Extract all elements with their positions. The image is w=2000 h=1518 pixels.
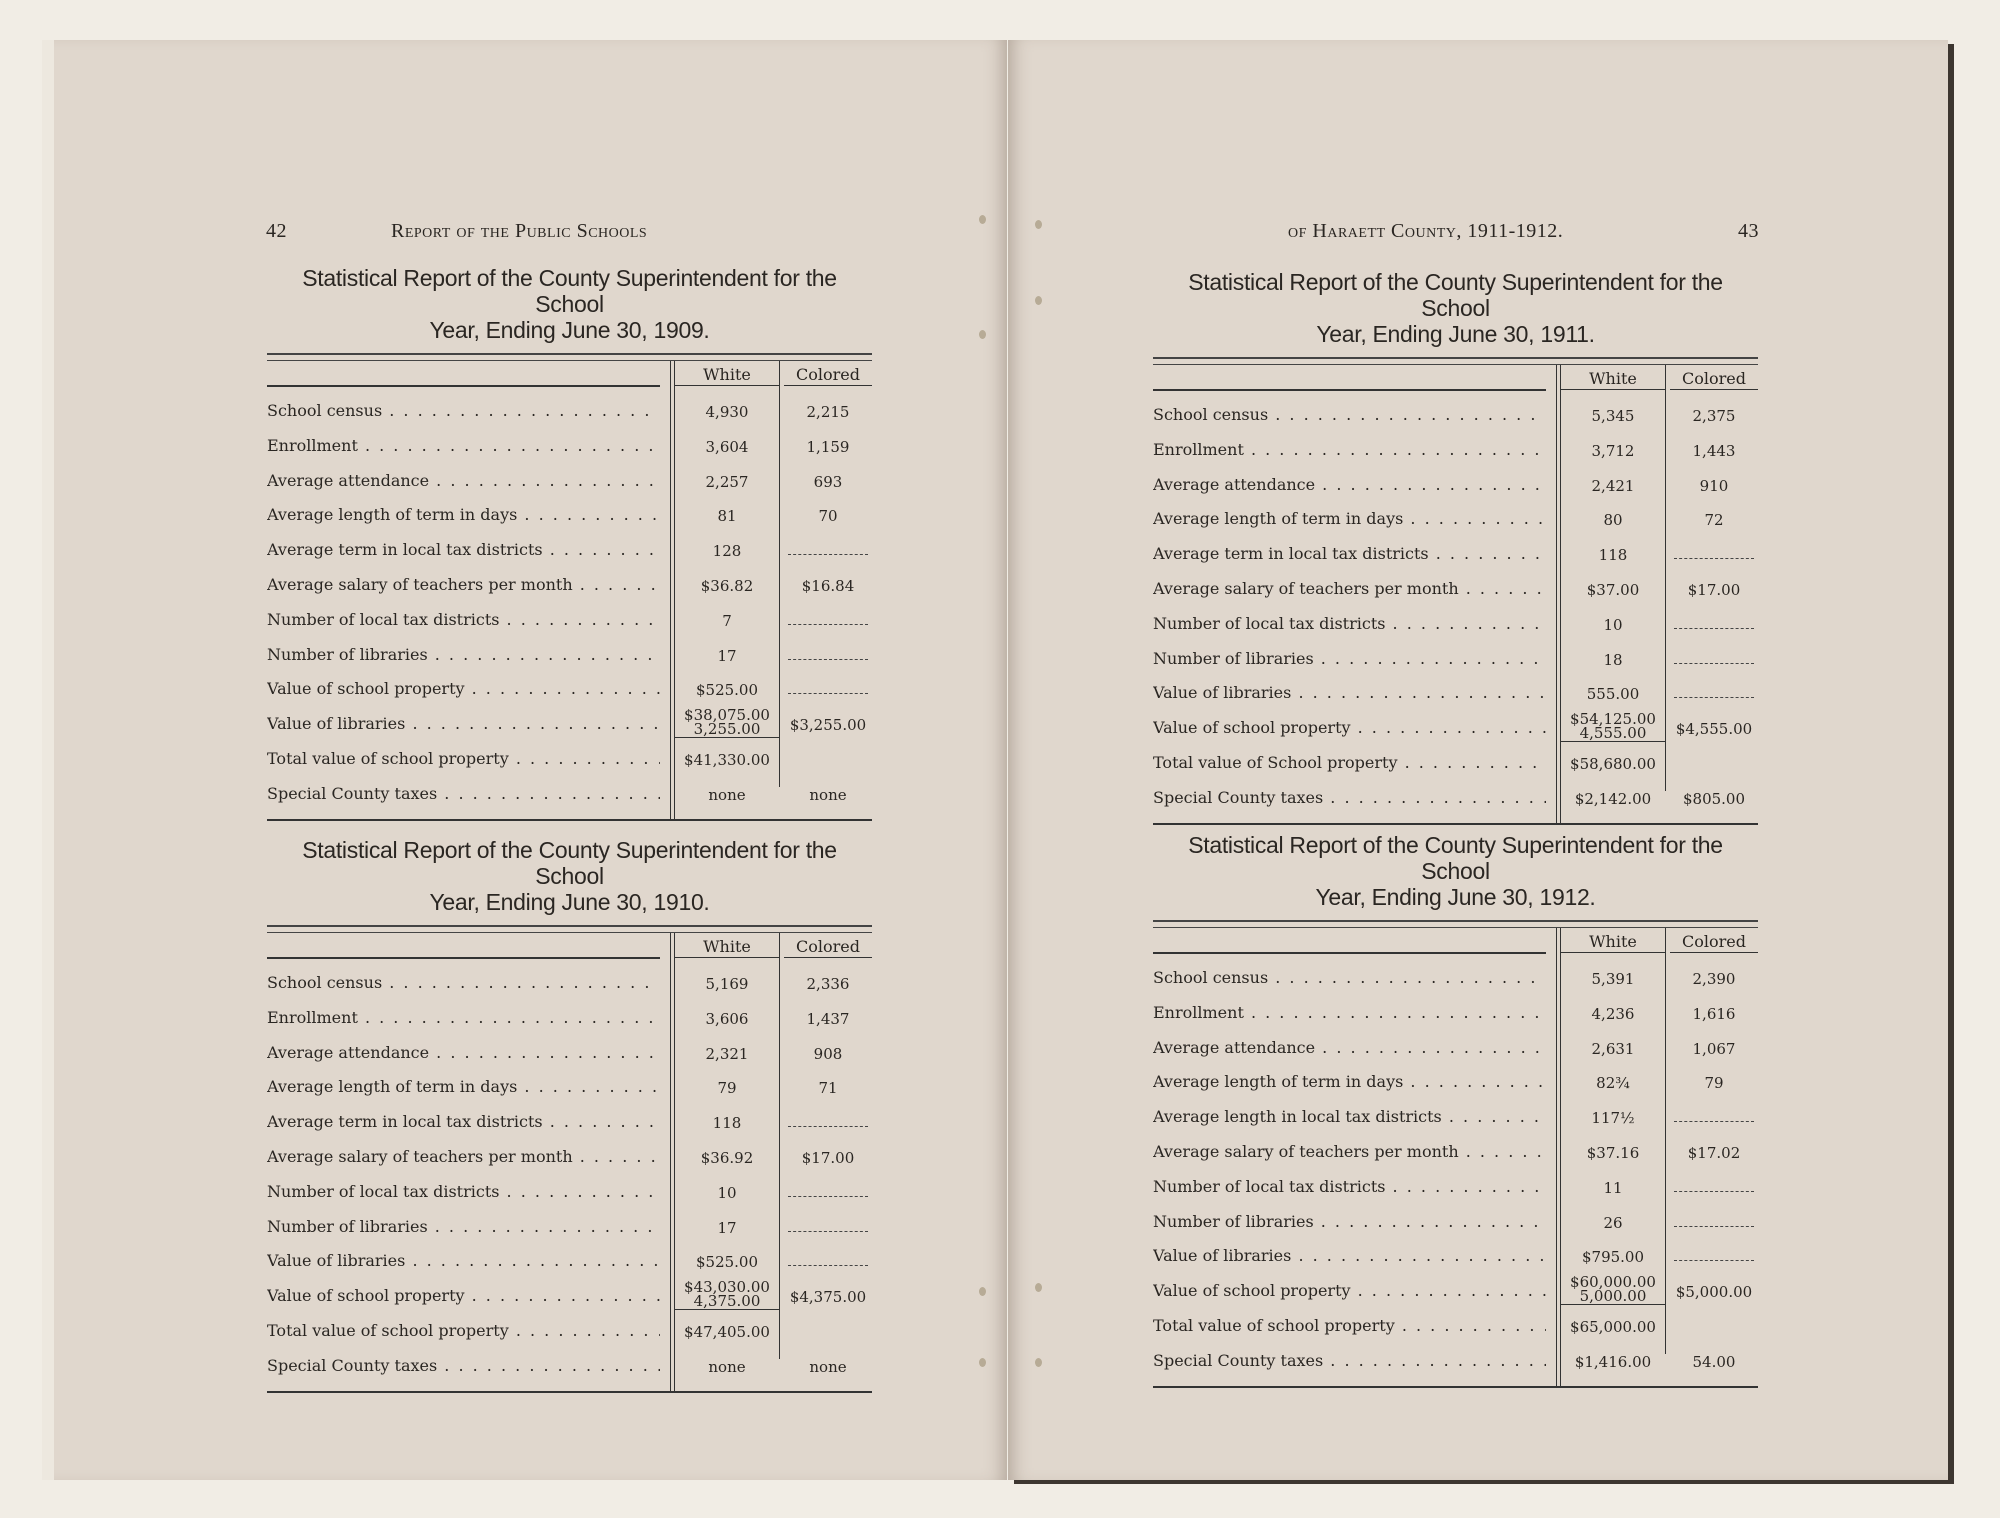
table-row — [1153, 573, 1758, 607]
blank-dash — [788, 693, 868, 694]
table-row — [267, 1141, 872, 1175]
row-label: Total value of School property . . . — [1153, 753, 1546, 772]
table-row — [267, 743, 872, 777]
row-label: Number of local tax districts . . . — [267, 1182, 660, 1201]
binding-hole — [1035, 296, 1042, 305]
row-label: Number of local tax districts . . . — [1153, 614, 1546, 633]
colored-value: $805.00 — [1682, 789, 1746, 808]
header-rule — [1561, 389, 1665, 390]
white-value: 2,257 — [705, 472, 749, 491]
label-rule — [267, 957, 660, 959]
binding-hole — [979, 1287, 986, 1296]
white-value: 17 — [717, 1218, 737, 1237]
row-label: Number of libraries . . . — [1153, 1212, 1546, 1231]
row-label: School census . . . — [267, 973, 660, 992]
row-label: Special County taxes . . . — [1153, 788, 1546, 807]
blank-dash — [1674, 1260, 1754, 1261]
colored-value: 71 — [818, 1079, 838, 1098]
column-header-colored: Colored — [796, 365, 860, 384]
white-value-sum — [1561, 712, 1665, 742]
column-header-white: White — [703, 365, 751, 384]
row-label: Value of libraries . . . — [267, 714, 660, 733]
blank-dash — [1674, 697, 1754, 698]
row-label: Average length in local tax districts . . . — [1153, 1107, 1546, 1126]
table-row — [267, 499, 872, 533]
white-value: 79 — [717, 1079, 737, 1098]
white-value: $36.82 — [700, 577, 754, 595]
white-value: $43,030.00 — [684, 1278, 770, 1297]
table-row — [1153, 469, 1758, 503]
stats-table — [1153, 928, 1758, 1388]
row-label: Enrollment . . . — [267, 1008, 660, 1027]
colored-value: 1,067 — [1692, 1039, 1736, 1058]
row-label: Average term in local tax districts . . . — [267, 1112, 660, 1131]
white-value: 5,345 — [1591, 407, 1635, 425]
colored-value: 1,616 — [1692, 1004, 1736, 1023]
white-value: 118 — [712, 1114, 742, 1133]
column-header-white: White — [703, 937, 751, 956]
white-value: 82¾ — [1596, 1074, 1630, 1093]
report-1909 — [267, 265, 872, 821]
row-label: Number of libraries . . . — [1153, 649, 1546, 668]
white-value: $65,000.00 — [1570, 1318, 1656, 1336]
colored-value: 910 — [1699, 476, 1729, 495]
running-head: of Haraett County, 1911-1912. — [1288, 220, 1564, 242]
row-label: Total value of school property . . . — [267, 1321, 660, 1340]
table-row — [267, 1106, 872, 1140]
table-row — [1153, 747, 1758, 781]
white-value: 81 — [717, 507, 737, 526]
white-value: 117½ — [1591, 1109, 1635, 1128]
white-value: 4,236 — [1591, 1004, 1635, 1023]
white-value: $41,330.00 — [684, 751, 770, 769]
blank-dash — [1674, 1226, 1754, 1227]
blank-dash — [788, 1126, 868, 1127]
white-value: $58,680.00 — [1570, 755, 1656, 773]
row-label: Value of school property . . . — [1153, 1281, 1546, 1300]
binding-hole — [1035, 1283, 1042, 1292]
colored-value: 2,375 — [1692, 407, 1736, 425]
white-value: $38,075.00 — [684, 706, 770, 725]
row-label: School census . . . — [1153, 968, 1546, 987]
label-rule — [1153, 952, 1546, 954]
white-value: $525.00 — [695, 681, 759, 700]
colored-value: 1,437 — [806, 1009, 850, 1028]
table-row — [267, 395, 872, 429]
row-label: Number of local tax districts . . . — [1153, 1177, 1546, 1196]
report-1912 — [1153, 832, 1758, 1388]
table-row — [1153, 1275, 1758, 1309]
page-number: 42 — [266, 220, 287, 242]
row-label: Value of school property . . . — [267, 679, 660, 698]
binding-hole — [979, 1358, 986, 1367]
blank-dash — [788, 624, 868, 625]
table-row — [267, 1315, 872, 1349]
left-page — [42, 40, 1007, 1480]
table-row — [1153, 962, 1758, 996]
colored-value: $3,255.00 — [789, 716, 867, 735]
colored-value: $4,375.00 — [789, 1288, 867, 1307]
blank-dash — [788, 1265, 868, 1266]
white-value: $1,416.00 — [1574, 1352, 1652, 1371]
colored-value: 1,159 — [806, 437, 850, 456]
table-row — [267, 1211, 872, 1245]
white-value: 2,421 — [1591, 476, 1635, 495]
column-header-colored: Colored — [1682, 369, 1746, 388]
label-rule — [267, 385, 660, 387]
title-rule — [1153, 357, 1758, 365]
white-value: 555.00 — [1586, 685, 1640, 704]
colored-value: none — [809, 785, 847, 804]
table-row — [1153, 677, 1758, 711]
table-row — [267, 1002, 872, 1036]
row-label: Average attendance . . . — [267, 471, 660, 490]
white-value: 10 — [717, 1183, 737, 1202]
header-rule — [675, 957, 779, 958]
row-label: Special County taxes . . . — [267, 1356, 660, 1375]
row-label: Average salary of teachers per month . . . — [1153, 579, 1546, 598]
white-value: none — [708, 785, 746, 804]
white-value: 10 — [1603, 615, 1623, 634]
report-1910 — [267, 837, 872, 1393]
table-row — [267, 430, 872, 464]
header-rule — [784, 957, 872, 958]
white-value-sum — [675, 708, 779, 738]
table-row — [1153, 643, 1758, 677]
table-row — [1153, 503, 1758, 537]
white-addend: 4,555.00 — [1561, 726, 1665, 742]
table-row — [1153, 1066, 1758, 1100]
row-label: Average salary of teachers per month . . . — [267, 575, 660, 594]
table-row — [1153, 608, 1758, 642]
blank-dash — [788, 554, 868, 555]
table-row — [1153, 782, 1758, 816]
blank-dash — [1674, 663, 1754, 664]
white-value: 7 — [722, 611, 732, 630]
blank-dash — [788, 1231, 868, 1232]
white-value-sum — [1561, 1275, 1665, 1305]
row-label: Average attendance . . . — [1153, 475, 1546, 494]
white-value: 5,391 — [1591, 970, 1635, 988]
stats-table — [1153, 365, 1758, 825]
section-title: Statistical Report of the County Superintendent for the School Year, Ending June 30, 1912. — [1188, 832, 1723, 910]
colored-value: $17.00 — [1687, 581, 1741, 599]
blank-dash — [1674, 1191, 1754, 1192]
row-label: Number of libraries . . . — [267, 645, 660, 664]
blank-dash — [788, 1196, 868, 1197]
colored-value: $17.00 — [801, 1149, 855, 1167]
white-value: $47,405.00 — [684, 1323, 770, 1341]
table-row — [1153, 399, 1758, 433]
colored-value: 2,215 — [806, 403, 850, 421]
section-title: Statistical Report of the County Superintendent for the School Year, Ending June 30, 1909. — [302, 265, 837, 343]
row-label: Total value of school property . . . — [267, 749, 660, 768]
blank-dash — [1674, 628, 1754, 629]
table-row — [1153, 1101, 1758, 1135]
colored-value: none — [809, 1357, 847, 1376]
table-row — [267, 604, 872, 638]
table-row — [267, 639, 872, 673]
blank-dash — [1674, 1121, 1754, 1122]
column-header-colored: Colored — [796, 937, 860, 956]
table-row — [1153, 1240, 1758, 1274]
table-row — [1153, 1032, 1758, 1066]
table-row — [1153, 712, 1758, 746]
table-row — [267, 673, 872, 707]
white-value: 11 — [1603, 1178, 1623, 1197]
row-label: Average attendance . . . — [267, 1043, 660, 1062]
table-row — [267, 708, 872, 742]
colored-value: $5,000.00 — [1675, 1283, 1753, 1302]
row-label: Average salary of teachers per month . . . — [1153, 1142, 1546, 1161]
white-value: 26 — [1603, 1213, 1623, 1232]
title-rule — [267, 353, 872, 361]
column-header-white: White — [1589, 369, 1637, 388]
binding-hole — [979, 215, 986, 224]
table-row — [1153, 997, 1758, 1031]
report-1911 — [1153, 269, 1758, 825]
table-row — [267, 778, 872, 812]
right-page — [1008, 40, 1948, 1480]
table-row — [267, 1071, 872, 1105]
colored-value: 54.00 — [1692, 1352, 1736, 1371]
table-row — [1153, 538, 1758, 572]
white-value: none — [708, 1357, 746, 1376]
white-value: $36.92 — [700, 1149, 754, 1167]
colored-value: 2,390 — [1692, 970, 1736, 988]
row-label: Enrollment . . . — [1153, 440, 1546, 459]
table-bottom-rule — [1153, 823, 1758, 825]
white-value: 4,930 — [705, 403, 749, 421]
table-row — [267, 569, 872, 603]
stats-table — [267, 361, 872, 821]
white-addend: 4,375.00 — [675, 1294, 779, 1310]
white-value: 17 — [717, 646, 737, 665]
colored-value: 72 — [1704, 511, 1724, 530]
table-row — [1153, 1136, 1758, 1170]
table-row — [267, 465, 872, 499]
table-row — [267, 1245, 872, 1279]
column-header-colored: Colored — [1682, 932, 1746, 951]
white-value: 2,321 — [705, 1044, 749, 1063]
white-value: 5,169 — [705, 975, 749, 993]
row-label: Value of school property . . . — [1153, 718, 1546, 737]
table-bottom-rule — [267, 1391, 872, 1393]
row-label: Enrollment . . . — [1153, 1003, 1546, 1022]
table-row — [267, 1350, 872, 1384]
blank-dash — [788, 659, 868, 660]
binding-hole — [979, 330, 986, 339]
row-label: Number of local tax districts . . . — [267, 610, 660, 629]
title-rule — [1153, 920, 1758, 928]
title-rule — [267, 925, 872, 933]
white-value: 80 — [1603, 511, 1623, 530]
row-label: Special County taxes . . . — [1153, 1351, 1546, 1370]
table-row — [267, 534, 872, 568]
row-label: Value of libraries . . . — [267, 1251, 660, 1270]
header-rule — [675, 385, 779, 386]
colored-value: 79 — [1704, 1074, 1724, 1093]
colored-value: $4,555.00 — [1675, 720, 1753, 739]
table-row — [1153, 1206, 1758, 1240]
row-label: Average attendance . . . — [1153, 1038, 1546, 1057]
section-title: Statistical Report of the County Superintendent for the School Year, Ending June 30, 1911. — [1188, 269, 1723, 347]
table-row — [1153, 434, 1758, 468]
row-label: Average salary of teachers per month . . . — [267, 1147, 660, 1166]
row-label: Value of school property . . . — [267, 1286, 660, 1305]
white-value: $54,125.00 — [1570, 710, 1656, 729]
white-value: 2,631 — [1591, 1039, 1635, 1058]
row-label: Special County taxes . . . — [267, 784, 660, 803]
white-value: $37.00 — [1586, 581, 1640, 599]
page-number: 43 — [1738, 220, 1759, 242]
white-value: 3,604 — [705, 437, 749, 456]
row-label: Average length of term in days . . . — [1153, 1072, 1546, 1091]
white-value: 18 — [1603, 650, 1623, 669]
table-row — [1153, 1171, 1758, 1205]
header-rule — [1670, 952, 1758, 953]
row-label: Number of libraries . . . — [267, 1217, 660, 1236]
blank-dash — [1674, 558, 1754, 559]
header-rule — [1670, 389, 1758, 390]
white-value: $525.00 — [695, 1253, 759, 1272]
table-row — [1153, 1310, 1758, 1344]
white-value: 118 — [1598, 546, 1628, 565]
white-value: 3,606 — [705, 1009, 749, 1028]
row-label: Average term in local tax districts . . . — [267, 540, 660, 559]
table-row — [1153, 1345, 1758, 1379]
row-label: Value of libraries . . . — [1153, 1246, 1546, 1265]
row-label: School census . . . — [267, 401, 660, 420]
table-bottom-rule — [1153, 1386, 1758, 1388]
column-header-white: White — [1589, 932, 1637, 951]
table-row — [267, 1280, 872, 1314]
table-row — [267, 1176, 872, 1210]
table-bottom-rule — [267, 819, 872, 821]
colored-value: 693 — [813, 472, 843, 491]
row-label: Average term in local tax districts . . . — [1153, 544, 1546, 563]
row-label: School census . . . — [1153, 405, 1546, 424]
row-label: Value of libraries . . . — [1153, 683, 1546, 702]
white-value: $60,000.00 — [1570, 1273, 1656, 1292]
section-title: Statistical Report of the County Superintendent for the School Year, Ending June 30, 1910. — [302, 837, 837, 915]
label-rule — [1153, 389, 1546, 391]
table-row — [267, 967, 872, 1001]
white-value: $2,142.00 — [1574, 789, 1652, 808]
row-label: Average length of term in days . . . — [267, 1077, 660, 1096]
stats-table — [267, 933, 872, 1393]
white-addend: 3,255.00 — [675, 722, 779, 738]
colored-value: 70 — [818, 507, 838, 526]
colored-value: $17.02 — [1687, 1144, 1741, 1162]
binding-hole — [1035, 1358, 1042, 1367]
colored-value: 1,443 — [1692, 441, 1736, 460]
colored-value: 2,336 — [806, 975, 850, 993]
white-value: 3,712 — [1591, 441, 1635, 460]
white-addend: 5,000.00 — [1561, 1289, 1665, 1305]
white-value: $37.16 — [1586, 1144, 1640, 1162]
colored-value: $16.84 — [801, 577, 855, 595]
row-label: Total value of school property . . . — [1153, 1316, 1546, 1335]
row-label: Average length of term in days . . . — [1153, 509, 1546, 528]
binding-hole — [1035, 220, 1042, 229]
running-head: Report of the Public Schools — [391, 220, 648, 242]
white-value: $795.00 — [1581, 1248, 1645, 1267]
row-label: Average length of term in days . . . — [267, 505, 660, 524]
header-rule — [784, 385, 872, 386]
colored-value: 908 — [813, 1044, 843, 1063]
white-value: 128 — [712, 542, 742, 561]
table-row — [267, 1037, 872, 1071]
header-rule — [1561, 952, 1665, 953]
row-label: Enrollment . . . — [267, 436, 660, 455]
white-value-sum — [675, 1280, 779, 1310]
